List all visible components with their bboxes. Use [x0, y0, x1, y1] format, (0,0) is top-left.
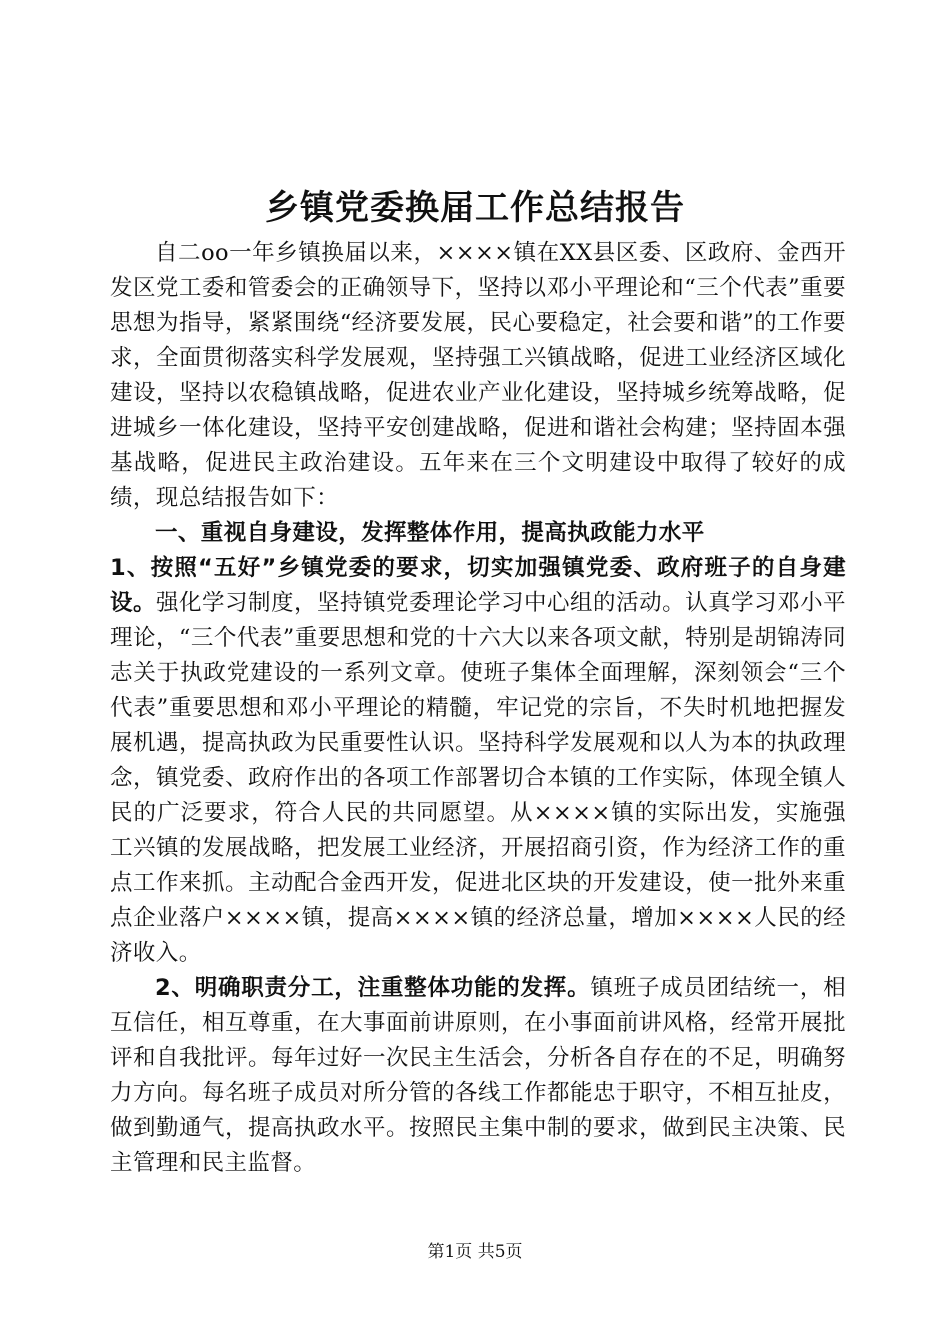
- item-2-paragraph: [110, 971, 846, 1181]
- item-2-heading: 2、明确职责分工，注重整体功能的发挥。: [155, 975, 591, 1001]
- section-heading: 一、重视自身建设，发挥整体作用，提高执政能力水平: [155, 520, 705, 546]
- intro-paragraph: 自二oo一年乡镇换届以来，××××镇在XX县区委、区政府、金西开发区党工委和管委会的正确领导下，坚持以邓小平理论和“三个代表”重要思想为指导，紧紧围绕“经济要发展，民心要稳定，社会要和谐”的工作要求，全面贯彻落实科学发展观，坚持强工兴镇战略，促进工业经济区域化建设，坚持以农稳镇战略，促进农业产业化建设，坚持城乡统筹战略，促进城乡一体化建设，坚持平安创建战略，促进和谐社会构建；坚持固本强基战略，促进民主政治建设。五年来在三个文明建设中取得了较好的成绩，现总结报告如下：: [110, 240, 846, 511]
- item-1-body: 强化学习制度，坚持镇党委理论学习中心组的活动。认真学习邓小平理论，“三个代表”重要思想和党的十六大以来各项文献，特别是胡锦涛同志关于执政党建设的一系列文章。使班子集体全面理解，深刻领会“三个代表”重要思想和邓小平理论的精髓，牢记党的宗旨，不失时机地把握发展机遇，提高执政为民重要性认识。坚持科学发展观和以人为本的执政理念，镇党委、政府作出的各项工作部署切合本镇的工作实际，体现全镇人民的广泛要求，符合人民的共同愿望。从××××镇的实际出发，实施强工兴镇的发展战略，把发展工业经济，开展招商引资，作为经济工作的重点工作来抓。主动配合金西开发，促进北区块的开发建设，使一批外来重点企业落户××××镇，提高××××镇的经济总量，增加××××人民的经济收入。: [110, 590, 846, 966]
- item-1-paragraph: [110, 551, 846, 971]
- page-footer: 第1页 共5页: [427, 1242, 523, 1262]
- item-1-heading: 1、按照“五好”乡镇党委的要求，切实加强镇党委、政府班子的自身建设。: [110, 555, 846, 616]
- document-body: [110, 236, 846, 1181]
- document-title: 乡镇党委换届工作总结报告: [265, 188, 685, 228]
- item-2-body: 镇班子成员团结统一，相互信任，相互尊重，在大事面前讲原则，在小事面前讲风格，经常开展批评和自我批评。每年过好一次民主生活会，分析各自存在的不足，明确努力方向。每名班子成员对所分管的各线工作都能忠于职守，不相互扯皮，做到勤通气，提高执政水平。按照民主集中制的要求，做到民主决策、民主管理和民主监督。: [110, 975, 846, 1176]
